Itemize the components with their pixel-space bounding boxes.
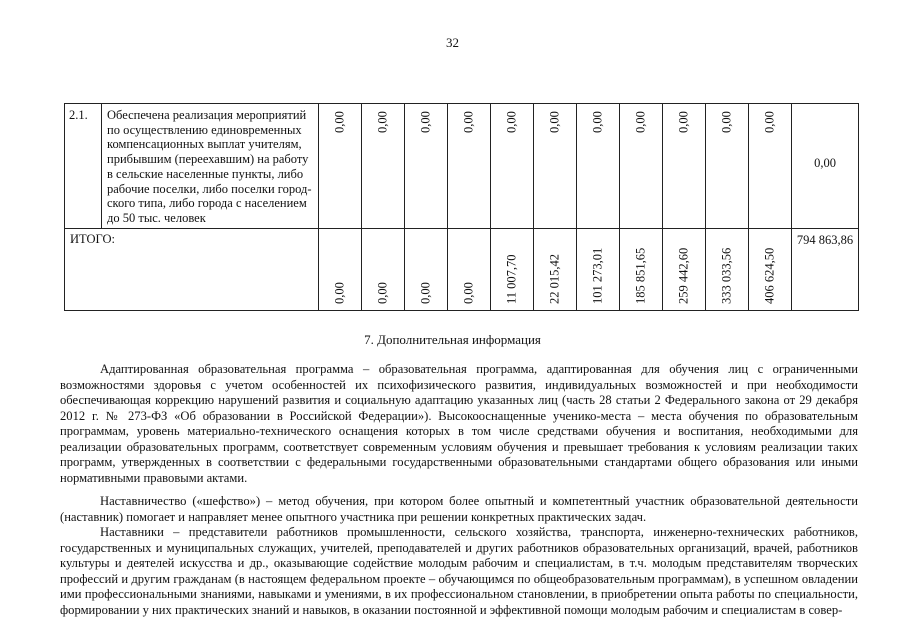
total-cell xyxy=(792,104,859,229)
value-cell xyxy=(663,104,706,229)
desc-line: рабочие поселки, либо поселки город- xyxy=(107,181,312,196)
desc-line: прибывшим (переехавшим) на работу xyxy=(107,152,309,167)
value-text: 333 033,56 xyxy=(719,247,734,304)
paragraph: Наставничество («шефство») – метод обучения, при котором более опытный и компетентный участник образовательной деятельности (наставник) помогает и направляет менее опытного участника при решении конкретных практических задач. xyxy=(60,494,858,524)
desc-line: компенсационных выплат учителям, xyxy=(107,137,302,152)
desc-line: Обеспечена реализация мероприятий xyxy=(107,108,307,122)
paragraph: Адаптированная образовательная программа – образовательная программа, адаптированная для обучения лиц с ограниченными возможностями здоровья с учетом особенностей их психофизического развития, индивидуальных возможностей и при необходимости обеспечивающая коррекцию нарушений развития и социальную адаптацию указанных лиц (часть 28 статьи 2 Федерального закона от 29 декабря 2012 г. № 273-ФЗ «Об образовании в Российской Федерации»). Высокооснащенные ученико-места – места обучения по образовательным программам, уровень материально-технического оснащения которых в том числе средствами обучения и воспитания, необходимыми для реализации образовательных программ, соответствует современным условиям обучения и превышает требования к условиям реализации таких программ, утвержденных в соответствии с федеральными государственными образовательными стандартами общего образования или иными нормативными правовыми актами. xyxy=(60,362,858,485)
page-number: 32 xyxy=(446,35,459,50)
value-text: 0,00 xyxy=(633,110,648,133)
value-text: 185 851,65 xyxy=(633,247,648,304)
value-text: 0,00 xyxy=(461,110,476,133)
desc-line: по осуществлению единовременных xyxy=(107,122,302,137)
value-cell xyxy=(620,104,663,229)
value-cell xyxy=(749,228,792,310)
value-cell xyxy=(405,104,448,229)
table-row xyxy=(65,228,859,310)
value-cell xyxy=(577,104,620,229)
value-text: 0,00 xyxy=(590,110,605,133)
total-value: 0,00 xyxy=(814,156,836,170)
value-cell xyxy=(663,228,706,310)
value-text: 259 442,60 xyxy=(676,247,691,304)
desc-line: ского типа, либо города с населением xyxy=(107,196,307,211)
value-text: 0,00 xyxy=(418,281,433,304)
value-cell xyxy=(534,104,577,229)
value-cell xyxy=(319,104,362,229)
financing-table xyxy=(64,103,859,311)
desc-line: в сельские населенные пункты, либо xyxy=(107,166,304,181)
value-text: 0,00 xyxy=(332,110,347,133)
value-text: 0,00 xyxy=(418,110,433,133)
value-text: 0,00 xyxy=(375,281,390,304)
value-text: 11 007,70 xyxy=(504,254,519,304)
value-text: 0,00 xyxy=(461,281,476,304)
value-text: 101 273,01 xyxy=(590,247,605,304)
value-text: 0,00 xyxy=(547,110,562,133)
value-text: 0,00 xyxy=(375,110,390,133)
value-cell xyxy=(534,228,577,310)
row-description xyxy=(102,104,319,229)
body-text xyxy=(60,362,858,618)
table-row xyxy=(65,104,859,229)
value-cell xyxy=(362,228,405,310)
value-cell xyxy=(620,228,663,310)
total-value: 794 863,86 xyxy=(796,232,854,247)
value-cell xyxy=(706,228,749,310)
paragraph: Наставники – представители работников промышленности, сельского хозяйства, транспорта, инженерно-технических работников, государственных и муниципальных служащих, учителей, преподавателей и других работников образовательных организаций, врачей, работников культуры и деятелей искусства и др., оказывающие содействие молодым рабочим и специалистам, в т.ч. молодым представителям творческих профессий и другим гражданам (в настоящем федеральном проекте – обучающимся по общеобразовательным программам), в успешном овладении ими профессиональными знаниями, навыками и умениями, в их профессиональном становлении, в приобретении опыта работы по специальности, формировании у них практических знаний и навыков, в оказании постоянной и эффективной помощи молодым рабочим и специалистам в совер- xyxy=(60,525,858,617)
value-cell xyxy=(362,104,405,229)
value-text: 406 624,50 xyxy=(762,247,777,304)
value-text: 22 015,42 xyxy=(547,253,562,304)
section-title: 7. Дополнительная информация xyxy=(364,332,541,347)
value-cell xyxy=(491,228,534,310)
itogo-label: ИТОГО: xyxy=(65,228,319,310)
value-cell xyxy=(405,228,448,310)
value-cell xyxy=(319,228,362,310)
value-text: 0,00 xyxy=(762,110,777,133)
value-text: 0,00 xyxy=(504,110,519,133)
row-number: 2.1. xyxy=(65,104,102,229)
value-text: 0,00 xyxy=(676,110,691,133)
value-cell xyxy=(749,104,792,229)
total-cell xyxy=(792,228,859,310)
value-text: 0,00 xyxy=(719,110,734,133)
value-cell xyxy=(448,104,491,229)
value-cell xyxy=(491,104,534,229)
value-cell xyxy=(706,104,749,229)
value-cell xyxy=(448,228,491,310)
value-text: 0,00 xyxy=(332,281,347,304)
desc-line: до 50 тыс. человек xyxy=(107,210,206,225)
value-cell xyxy=(577,228,620,310)
